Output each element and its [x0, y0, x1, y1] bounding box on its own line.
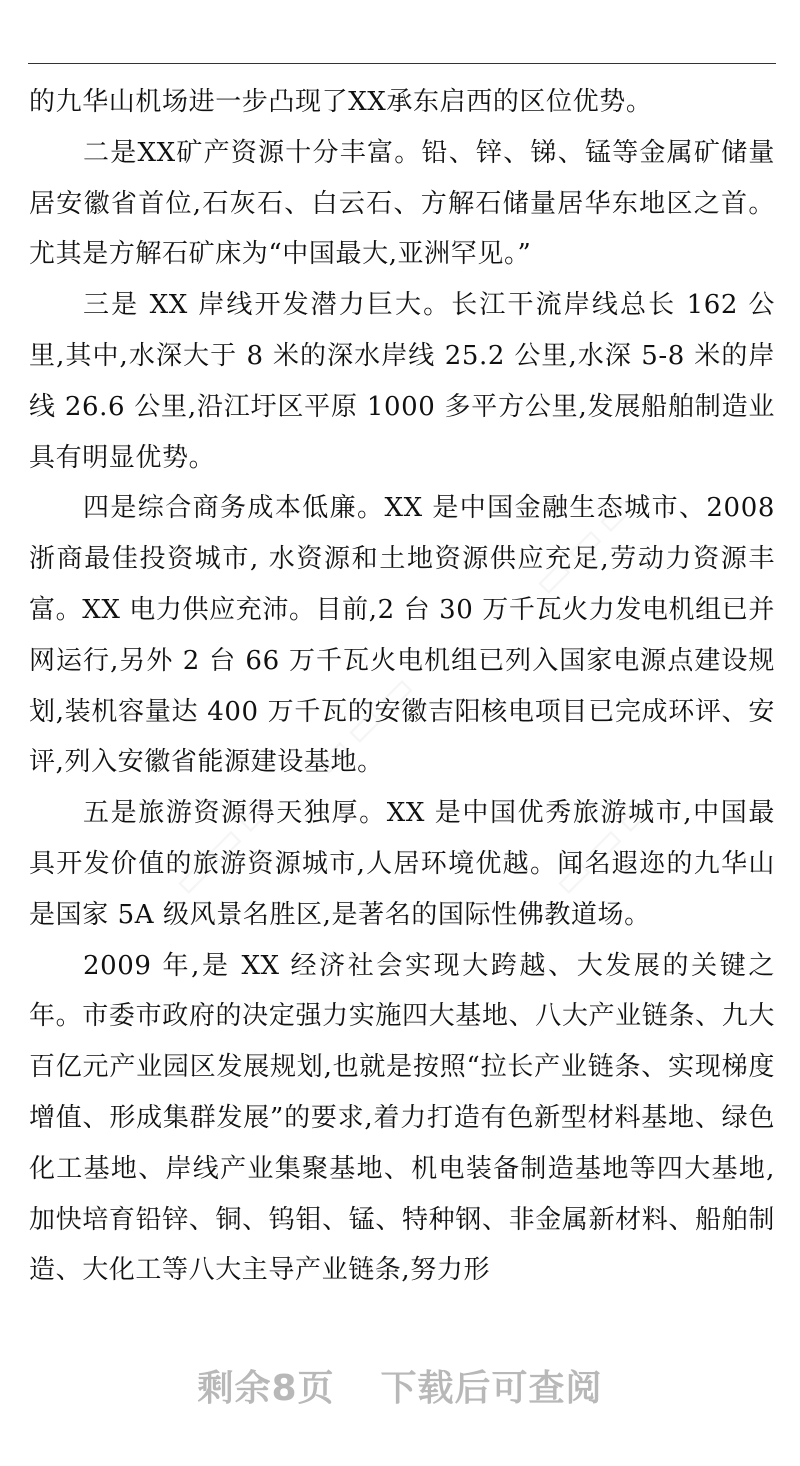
watermark-mark: ▭▭▭	[522, 480, 649, 606]
download-prompt-text: 下载后可查阅	[380, 1368, 603, 1409]
paragraph-1: 的九华山机场进一步凸现了XX承东启西的区位优势。	[29, 87, 653, 117]
download-banner[interactable]	[0, 1360, 800, 1411]
paragraph-6: 2009 年,是 XX 经济社会实现大跨越、大发展的关键之年。市委市政府的决定强力实施四大基地、八大产业链条、九大百亿元产业园区发展规划,也就是按照“拉长产业链条、实现梯度增值、形成集群发展”的要求,着力打造有色新型材料基地、绿色化工基地、岸线产业集聚基地、机电装备制造基地等四大基地,加快培育铅锌、铜、钨钼、锰、特种钢、非金属新材料、船舶制造、大化工等八大主导产业链条,努力形	[29, 950, 775, 1286]
paragraph-2: 二是XX矿产资源十分丰富。铅、锌、锑、锰等金属矿储量居安徽省首位,石灰石、白云石、方解石储量居华东地区之首。尤其是方解石矿床为“中国最大,亚洲罕见。”	[29, 137, 775, 270]
paragraph-3: 三是 XX 岸线开发潜力巨大。长江干流岸线总长 162 公里,其中,水深大于 8 米的深水岸线 25.2 公里,水深 5-8 米的岸线 26.6 公里,沿江圩区平原 1000 多平方公里,发展船舶制造业具有明显优势。	[29, 290, 775, 473]
watermark-mark: ▭▭▭	[302, 660, 429, 786]
watermark-mark: ▭▭▭	[162, 780, 289, 906]
document-body	[29, 77, 775, 1296]
paragraph-5: 五是旅游资源得天独厚。XX 是中国优秀旅游城市,中国最具开发价值的旅游资源城市,人居环境优越。闻名遐迩的九华山是国家 5A 级风景名胜区,是著名的国际性佛教道场。	[29, 798, 775, 930]
paragraph-4: 四是综合商务成本低廉。XX 是中国金融生态城市、2008 浙商最佳投资城市, 水资源和土地资源供应充足,劳动力资源丰富。XX 电力供应充沛。目前,2 台 30 万千瓦火力发电机组已并网运行,另外 2 台 66 万千瓦火电机组已列入国家电源点建设规划,装机容量达 400 万千瓦的安徽吉阳核电项目已完成环评、安评,列入安徽省能源建设基地。	[29, 493, 775, 778]
remaining-pages-text: 剩余8页	[197, 1368, 335, 1409]
header-rule	[28, 63, 776, 64]
watermark-mark: ▭▭▭	[542, 780, 669, 906]
